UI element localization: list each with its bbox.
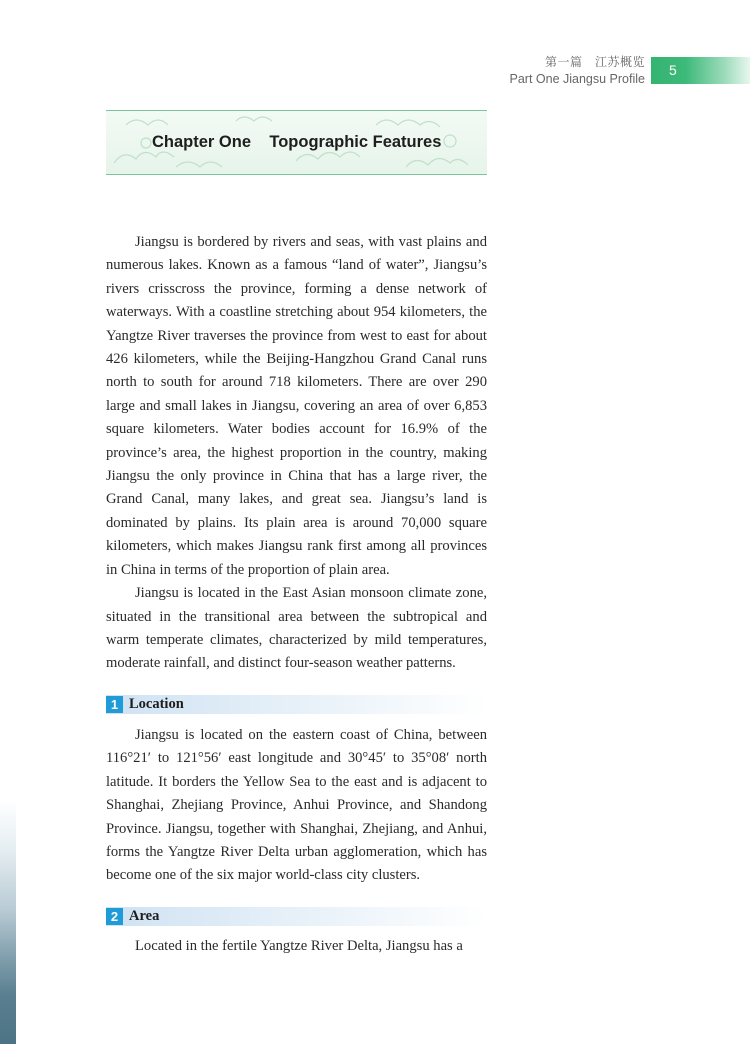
page-number: 5	[669, 62, 677, 78]
section-title: Location	[129, 696, 184, 712]
header-chinese-title: 第一篇 江苏概览	[544, 55, 645, 69]
paragraph: Jiangsu is located in the East Asian monsoon climate zone, situated in the transitional area between the subtropical and warm temperate climates, characterized by mild temperatures, moderate rainfall, and distinct four-season weather patterns.	[106, 585, 487, 672]
location-text	[106, 724, 487, 888]
header-english-title: Part One Jiangsu Profile	[509, 72, 645, 86]
section-number-badge: 1	[106, 696, 123, 713]
intro-text	[106, 231, 487, 676]
section-heading-area	[106, 907, 487, 926]
paragraph: Jiangsu is located on the eastern coast of China, between 116°21′ to 121°56′ east longitude and 30°45′ to 35°08′ north latitude. It borders the Yellow Sea to the east and is adjacent to Shanghai, Zhejiang Province, Anhui Province, and Shandong Province. Jiangsu, together with Shanghai, Zhejiang, and Anhui, forms the Yangtze River Delta urban agglomeration, which has become one of the six major world-class city clusters.	[106, 727, 487, 884]
chapter-banner	[106, 110, 487, 175]
running-header	[510, 54, 646, 88]
section-heading-location	[106, 695, 487, 714]
section-number-badge: 2	[106, 908, 123, 925]
area-text	[106, 935, 487, 958]
section-title: Area	[129, 908, 160, 924]
paragraph: Jiangsu is bordered by rivers and seas, with vast plains and numerous lakes. Known as a famous “land of water”, Jiangsu’s rivers crisscross the province, forming a dense network of waterways. With a coastline stretching about 954 kilometers, the Yangtze River traverses the province from west to east for about 426 kilometers, while the Beijing-Hangzhou Grand Canal runs north to south for around 718 kilometers. There are over 290 large and small lakes in Jiangsu, covering an area of over 6,853 square kilometers. Water bodies account for 16.9% of the province’s area, the highest proportion in the country, making Jiangsu the only province in China that has a large river, the Grand Canal, many lakes, and great sea. Jiangsu’s land is dominated by plains. Its plain area is around 70,000 square kilometers, which makes Jiangsu rank first among all provinces in China in terms of the proportion of plain area.	[106, 234, 487, 578]
chapter-title: Chapter One Topographic Features	[152, 133, 442, 151]
paragraph: Located in the fertile Yangtze River Delta, Jiangsu has a	[135, 938, 463, 954]
page-number-tab	[651, 57, 750, 84]
sea-photo-decoration	[0, 800, 16, 1044]
